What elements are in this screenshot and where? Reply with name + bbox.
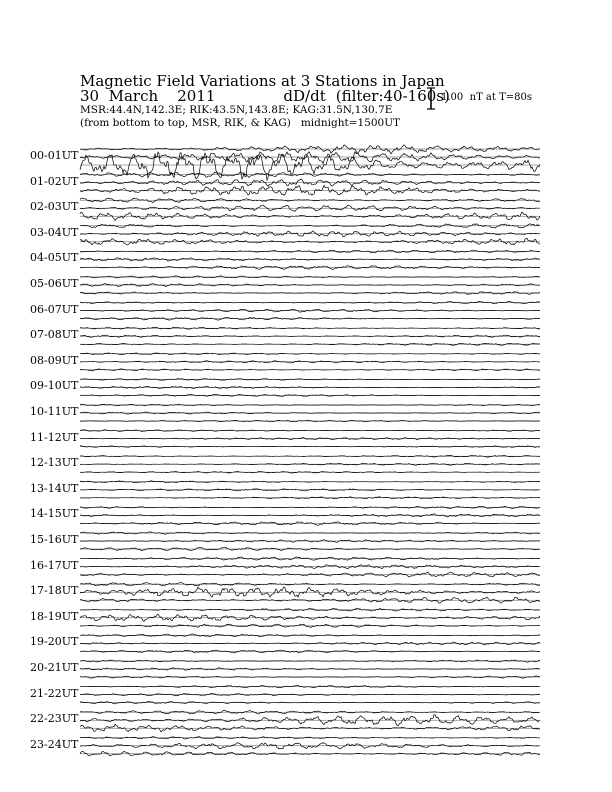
hour-label: 08-09UT <box>30 353 79 367</box>
chart-quantity: dD/dt <box>283 87 326 105</box>
hour-label: 17-18UT <box>30 584 79 598</box>
hour-label: 16-17UT <box>30 558 79 572</box>
station-trace-rik <box>80 489 540 491</box>
chart-date: 30 March 2011 <box>80 87 216 105</box>
station-trace-msr <box>80 724 540 731</box>
hour-label: 01-02UT <box>30 174 79 188</box>
station-trace-rik <box>80 565 540 569</box>
station-trace-rik <box>80 514 540 517</box>
station-trace-kag <box>80 302 540 304</box>
hour-label: 03-04UT <box>30 225 79 239</box>
hour-label: 04-05UT <box>30 251 79 265</box>
station-trace-kag <box>80 404 540 406</box>
hour-label: 15-16UT <box>30 533 79 546</box>
station-trace-rik <box>80 668 540 670</box>
station-trace-msr <box>80 152 540 180</box>
station-trace-rik <box>80 152 540 164</box>
hour-label: 21-22UT <box>30 686 79 700</box>
chart-filter: (filter:40-160s) <box>335 87 450 105</box>
hour-label: 13-14UT <box>30 481 79 495</box>
hour-label: 05-06UT <box>30 277 79 290</box>
hour-label: 14-15UT <box>30 507 79 521</box>
hour-label: 11-12UT <box>30 430 79 444</box>
station-trace-msr <box>80 751 540 756</box>
chart-title: Magnetic Field Variations at 3 Stations in Japan <box>80 72 445 90</box>
station-trace-kag <box>80 276 540 278</box>
hour-label: 00-01UT <box>30 149 79 162</box>
hour-label: 19-20UT <box>30 635 79 649</box>
station-trace-kag <box>80 660 540 662</box>
station-trace-msr <box>80 317 540 320</box>
station-trace-kag <box>80 506 540 508</box>
station-trace-msr <box>80 471 540 473</box>
hour-label: 06-07UT <box>30 302 79 316</box>
station-trace-msr <box>80 497 540 499</box>
hour-label: 02-03UT <box>30 200 79 214</box>
station-trace-msr <box>80 676 540 678</box>
hour-label: 07-08UT <box>30 328 79 342</box>
station-order-note: (from bottom to top, MSR, RIK, & KAG) midnight=1500UT <box>80 117 401 129</box>
station-trace-rik <box>80 231 540 237</box>
hour-label: 09-10UT <box>30 379 79 393</box>
station-trace-kag <box>80 430 540 432</box>
hour-label: 10-11UT <box>30 405 79 418</box>
station-trace-kag <box>80 379 540 381</box>
hour-label: 23-24UT <box>30 737 79 751</box>
station-trace-msr <box>80 446 540 448</box>
station-trace-kag <box>80 145 540 154</box>
station-trace-rik <box>80 309 540 312</box>
station-trace-kag <box>80 686 540 688</box>
hour-label: 12-13UT <box>30 456 79 470</box>
hour-label: 20-21UT <box>30 661 79 674</box>
station-trace-rik <box>80 463 540 465</box>
hour-label: 18-19UT <box>30 609 79 623</box>
scale-label: 1.00 nT at T=80s <box>441 92 532 103</box>
hour-label: 22-23UT <box>30 712 79 726</box>
station-coordinates: MSR:44.4N,142.3E; RIK:43.5N,143.8E; KAG:31.5N,130.7E <box>80 104 393 116</box>
